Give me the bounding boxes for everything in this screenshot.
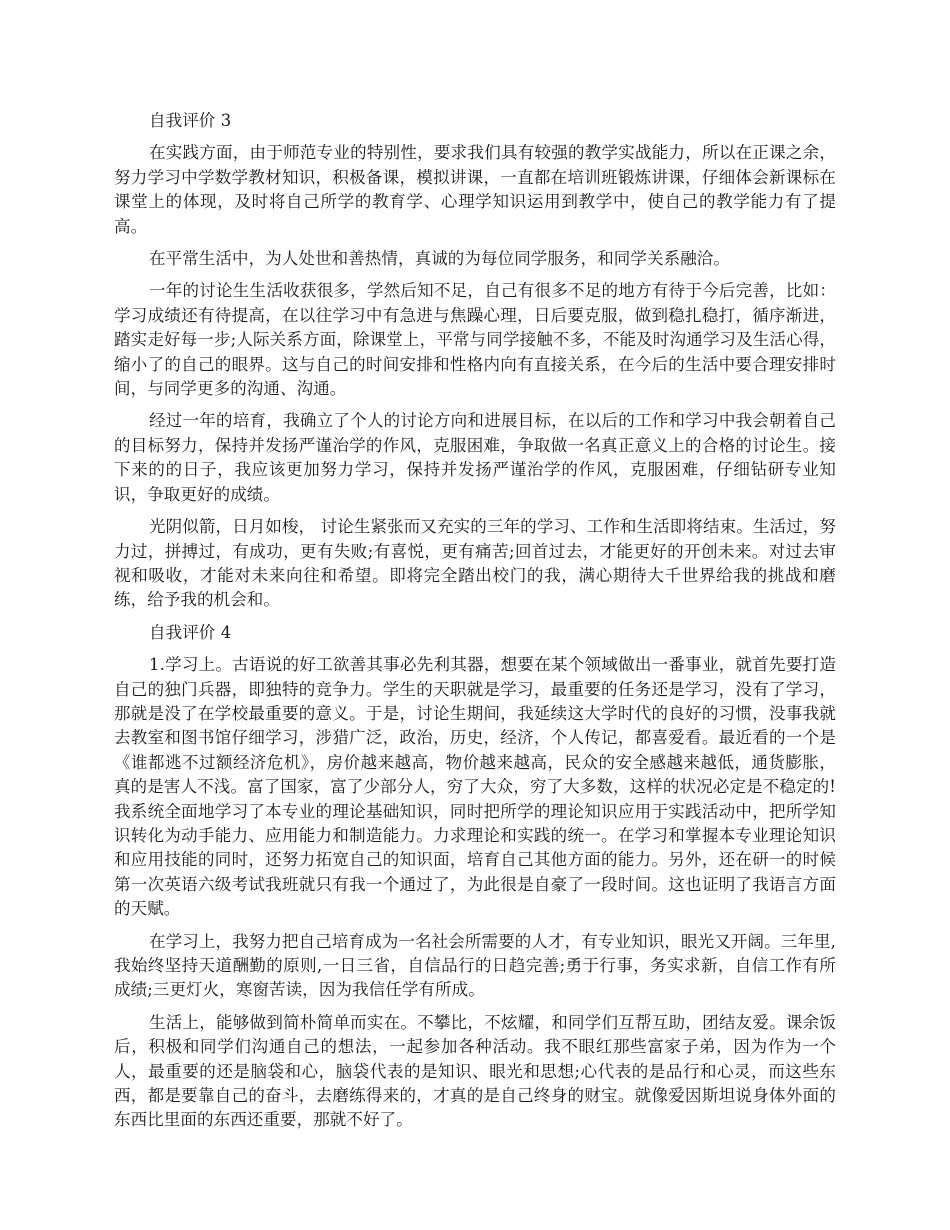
paragraph: 在实践方面，由于师范专业的特别性，要求我们具有较强的教学实战能力，所以在正课之余，努力学习中学数学教材知识，积极备课，模拟讲课，一直都在培训班锻炼讲课，仔细体会新课标在课堂上的体现，及时将自己所学的教育学、心理学知识运用到教学中，使自己的教学能力有了提高。 [114, 143, 836, 236]
section-heading: 自我评价 3 [149, 111, 232, 130]
document-body [114, 109, 836, 1141]
paragraph: 一年的讨论生生活收获很多，学然后知不足，自己有很多不足的地方有待于今后完善，比如：学习成绩还有待提高，在以往学习中有急进与焦躁心理，日后要克服，做到稳扎稳打，循序渐进，踏实走好每一步;人际关系方面，除课堂上，平常与同学接触不多，不能及时沟通学习及生活心得，缩小了的自己的眼界。这与自己的时间安排和性格内向有直接关系，在今后的生活中要合理安排时间，与同学更多的沟通、沟通。 [114, 281, 836, 399]
paragraph: 生活上，能够做到简朴简单而实在。不攀比，不炫耀，和同学们互帮互助，团结友爱。课余饭后，积极和同学们沟通自己的想法，一起参加各种活动。我不眼红那些富家子弟，因为作为一个人，最重要的还是脑袋和心，脑袋代表的是知识、眼光和思想;心代表的是品行和心灵，而这些东西，都是要靠自己的奋斗，去磨练得来的，才真的是自己终身的财宝。就像爱因斯坦说身体外面的东西比里面的东西还重要，那就不好了。 [114, 1012, 836, 1130]
paragraph: 在学习上，我努力把自己培育成为一名社会所需要的人才，有专业知识，眼光又开阔。三年里,我始终坚持天道酬勤的原则,一日三省，自信品行的日趋完善;勇于行事，务实求新，自信工作有所成绩;三更灯火，寒窗苦读，因为我信任学有所成。 [114, 931, 836, 1000]
section-heading: 自我评价 4 [149, 622, 232, 642]
paragraph: 1.学习上。古语说的好工欲善其事必先利其器，想要在某个领域做出一番事业，就首先要打造自己的独门兵器，即独特的竞争力。学生的天职就是学习，最重要的任务还是学习，没有了学习，那就是没了在学校最重要的意义。于是，讨论生期间，我延续这大学时代的良好的习惯，没事我就去教室和图书馆仔细学习，涉猎广泛，政治，历史，经济，个人传记，都喜爱看。最近看的一个是《谁都逃不过额经济危机》，房价越来越高，物价越来越高，民众的安全感越来越低，通货膨胀，真的是害人不浅。富了国家，富了少部分人，穷了大众，穷了大多数，这样的状况必定是不稳定的!我系统全面地学习了本专业的理论基础知识，同时把所学的理论知识应用于实践活动中，把所学知识转化为动手能力、应用能力和制造能力。力求理论和实践的统一。在学习和掌握本专业理论知识和应用技能的同时，还努力拓宽自己的知识面，培育自己其他方面的能力。另外，还在研一的时候第一次英语六级考试我班就只有我一个通过了，为此很是自豪了一段时间。这也证明了我语言方面的天赋。 [114, 655, 836, 919]
paragraph: 在平常生活中，为人处世和善热情，真诚的为每位同学服务，和同学关系融洽。 [149, 249, 730, 269]
section-self-evaluation-4 [114, 621, 836, 1133]
section-self-evaluation-3 [114, 109, 836, 613]
paragraph: 经过一年的培育，我确立了个人的讨论方向和进展目标，在以后的工作和学习中我会朝着自己的目标努力，保持并发扬严谨治学的作风，克服困难，争取做一名真正意义上的合格的讨论生。接下来的的日子，我应该更加努力学习，保持并发扬严谨治学的作风，克服困难，仔细钻研专业知识，争取更好的成绩。 [114, 411, 836, 504]
paragraph: 光阴似箭，日月如梭， 讨论生紧张而又充实的三年的学习、工作和生活即将结束。生活过，努力过，拼搏过，有成功，更有失败;有喜悦，更有痛苦;回首过去，才能更好的开创未来。对过去审视和吸收，才能对未来向往和希望。即将完全踏出校门的我，满心期待大千世界给我的挑战和磨练，给予我的机会和。 [114, 517, 836, 610]
